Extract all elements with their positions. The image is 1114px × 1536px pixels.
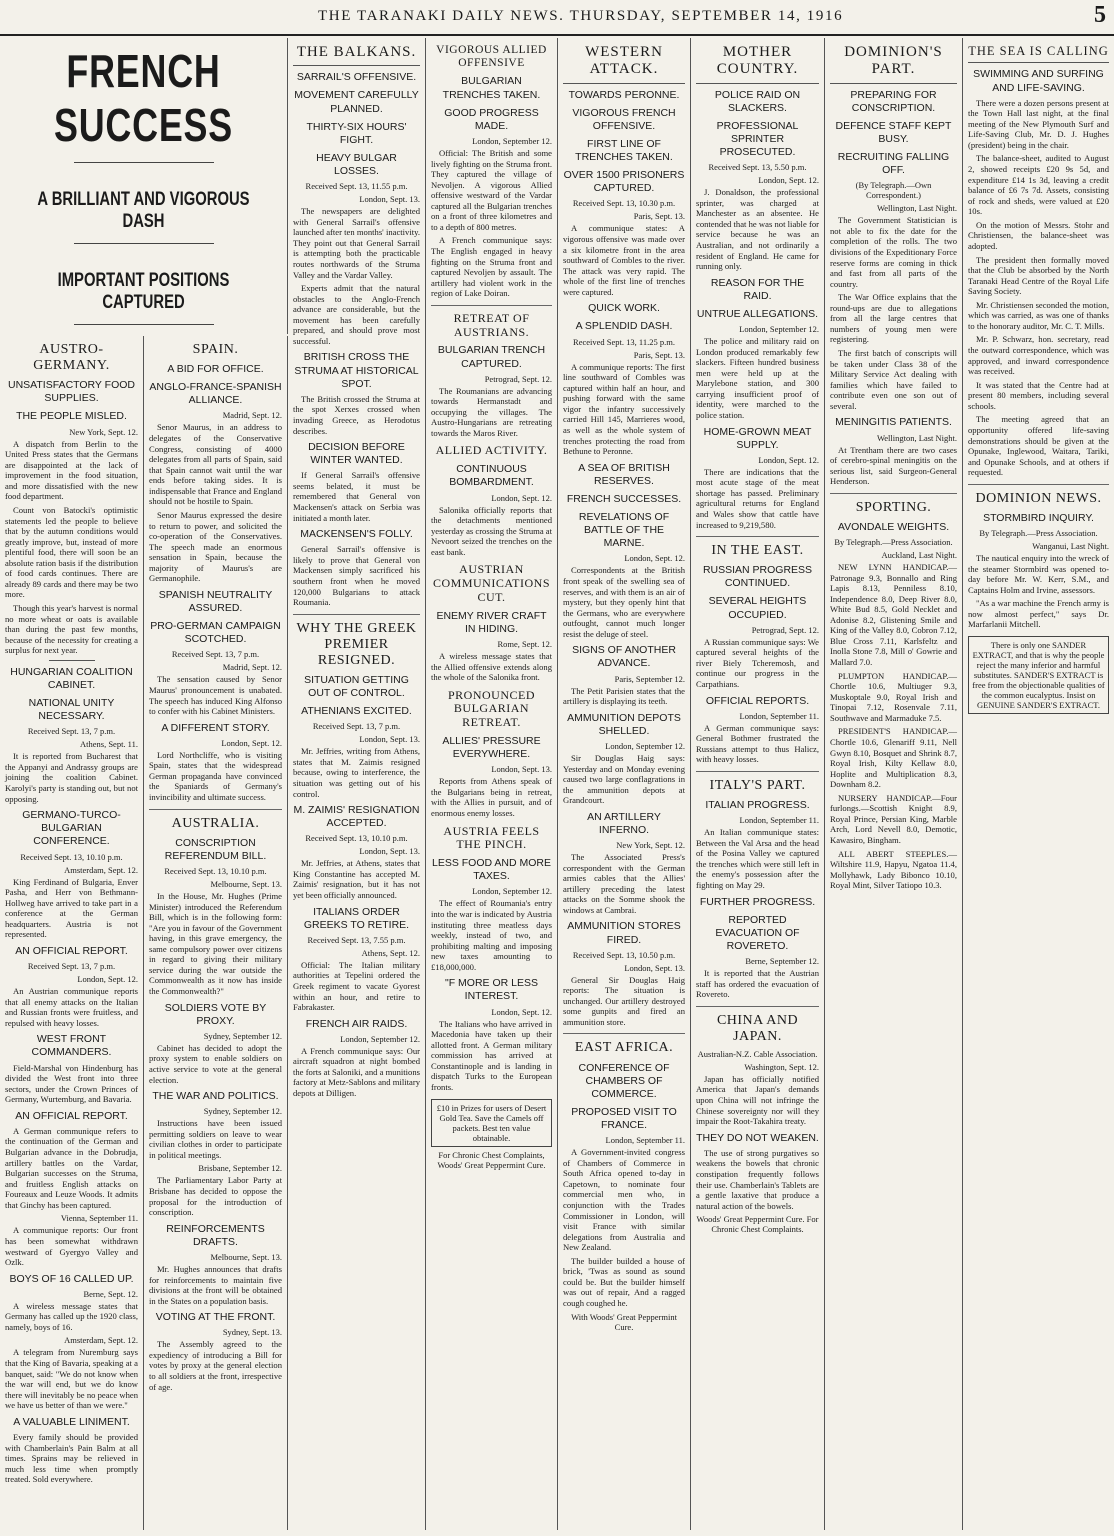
article-paragraph: It is reported that the Austrian staff has ordered the evacuation of Rovereto.: [696, 968, 819, 1000]
article-paragraph: Mr. P. Schwarz, hon. secretary, read the outward correspondence, which was approved, and inward correspondence was received.: [968, 334, 1109, 377]
article-paragraph: Japan has officially notified America that Japan's demands upon China will not infringe the Chinese sovereignty nor will they impair the Root-Takahira treaty.: [696, 1073, 819, 1127]
column-sea-is-calling: [963, 38, 1114, 1530]
article-subheading: THE PEOPLE MISLED.: [16, 410, 127, 423]
article-paragraph: Senor Maurus, in an address to delegates of the Conservative Congress, consisting of 4000 delegates from all parts of Spain, said that Spain cannot wait until the war ends before taking sides. It is indispensable that France and England should not be hostile to Spain.: [149, 422, 282, 507]
column-balkans: [288, 38, 426, 1530]
dateline: London, September 12.: [472, 886, 552, 897]
article-paragraph: The nautical enquiry into the wreck of the steamer Stormbird was opened to-day before Mr. W. Kerr, S.M., and Captains Holm and Irvine, assessors.: [968, 552, 1109, 595]
section-heading: THE SEA IS CALLING: [968, 44, 1109, 63]
article-subheading: RECRUITING FALLING OFF.: [837, 151, 950, 177]
received-line: Received Sept. 13, 7 p.m.: [312, 721, 401, 732]
dateline: Brisbane, September 12.: [198, 1163, 282, 1174]
article-heading: HOME-GROWN MEAT SUPPLY.: [703, 425, 812, 451]
article-paragraph: It is reported from Bucharest that the Appanyi and Andrassy groups are joining the coalition Cabinet. Karolyi's party is standing out, but not opposing.: [5, 751, 138, 804]
article-heading: MACKENSEN'S FOLLY.: [300, 528, 413, 541]
advert-text: For Chronic Chest Complaints, Woods' Great Peppermint Cure.: [437, 1149, 546, 1170]
article-heading: STORMBIRD INQUIRY.: [983, 511, 1094, 524]
lead-deck-2: IMPORTANT POSITIONS CAPTURED: [57, 270, 230, 313]
byline: By Telegraph.—Press Association.: [979, 527, 1098, 538]
dateline: Rome, Sept. 12.: [497, 638, 552, 649]
article-paragraph: Lord Northcliffe, who is visiting Spain, states that the widespread German propaganda have convinced the Spaniards of Germany's invincibility and ultimate success.: [149, 749, 282, 803]
article-heading: REASON FOR THE RAID.: [710, 276, 805, 302]
article-paragraph: At Trentham there are two cases of cerebro-spinal meningitis on the serious list, said Surgeon-General Henderson.: [830, 444, 957, 487]
divider: [696, 771, 819, 772]
article-heading: FURTHER PROGRESS.: [699, 895, 816, 908]
advert-box: There is only one SANDER EXTRACT, and that is why the people reject the many inferior and harmful substitutes. SANDER'S EXTRACT is free from the objectionable qualities of the common eucalyptus. Insist on GENUINE SANDER'S EXTRACT.: [968, 636, 1109, 714]
dateline: Athens, Sept. 12.: [361, 947, 420, 958]
received-line: Received Sept. 13, 10.10 p.m.: [305, 833, 408, 844]
article-heading: A DIFFERENT STORY.: [161, 721, 270, 734]
article-subheading: NATIONAL UNITY NECESSARY.: [28, 697, 115, 723]
masthead: [0, 0, 1114, 36]
divider: [968, 484, 1109, 485]
article-paragraph: There were a dozen persons present at the Town Hall last night, at the final meeting of the New Plymouth Surf and Life-Saving Club, Mr. D. J. Hughes (president) being in the chair.: [968, 97, 1109, 150]
dateline: Washington, Sept. 12.: [744, 1061, 819, 1072]
article-paragraph: Sir Douglas Haig says: Yesterday and on Monday evening caused two large conflagrations in the ammunition depots at Grandcourt.: [563, 752, 685, 806]
article-heading: HUNGARIAN COALITION CABINET.: [10, 665, 133, 691]
article-paragraph: The police and military raid on London produced remarkably few slackers. Fifteen hundred business men were held up at the Marylebone station, and 300 carrying insufficient proof of identity, were marched to the police station.: [696, 336, 819, 420]
article-heading: ITALIAN PROGRESS.: [705, 799, 810, 811]
received-line: Received Sept. 13, 10.30 p.m.: [572, 198, 676, 209]
section-heading: VIGOROUS ALLIED OFFENSIVE: [436, 44, 547, 70]
column-mother-country: [691, 38, 825, 1530]
article-subheading: ATHENIANS EXCITED.: [301, 705, 412, 718]
article-subheading: THIRTY-SIX HOURS' FIGHT.: [306, 120, 407, 146]
article-subheading: BULGARIAN TRENCHES TAKEN.: [442, 75, 541, 101]
divider: [696, 1006, 819, 1007]
divider: [74, 162, 214, 163]
column-dominions-part: [825, 38, 963, 1530]
article-paragraph: A dispatch from Berlin to the United Press states that the Germans are disappointed at the lack of improvement in the food situation, and more dissatisfied with the new food department.: [5, 438, 138, 502]
dateline: London, Sept. 13.: [491, 764, 552, 775]
article-heading: PREPARING FOR CONSCRIPTION.: [850, 88, 937, 114]
article-paragraph: The sensation caused by Senor Maurus' pronouncement is unabated. The speech has induced King Alfonso to confer with his Cabinet Ministers.: [149, 674, 282, 717]
article-heading: AN ARTILLERY INFERNO.: [587, 810, 661, 836]
article-subheading: LESS FOOD AND MORE TAXES.: [431, 857, 552, 883]
article-paragraph: A Government-invited congress of Chambers of Commerce in South Africa opened to-day in Capetown, to nominate four commercial men who, in conjunction with the Trades Commissioner in London, will visit France with similar delegations from Australia and New Zealand.: [563, 1147, 685, 1253]
article-paragraph: General Sir Douglas Haig reports: The situation is unchanged. Our artillery destroyed some gunpits and fired an ammunition store.: [563, 974, 685, 1027]
section-heading: IN THE EAST.: [711, 543, 804, 559]
article-subheading: HEAVY BULGAR LOSSES.: [316, 151, 397, 177]
article-paragraph: A French communique says: Our aircraft squadron at night bombed the forts at Saloniki, and a munitions factory at Metz-Sablons and military depots at Dilligen.: [293, 1045, 420, 1099]
article-paragraph: Correspondents at the British front speak of the swelling sea of reserves, and with them is an air of mystery, but they openly hint that the Germans, who are everywhere outfought, cannot much longer resist the deluge of steel.: [563, 565, 685, 639]
article-paragraph: If General Sarrail's offensive seems belated, it must be remembered that General von Mackensen's attack on Serbia was initiated a month later.: [293, 470, 420, 523]
article-subheading: SEVERAL HEIGHTS OCCUPIED.: [708, 595, 807, 621]
article-heading: BRITISH CROSS THE STRUMA AT HISTORICAL SPOT.: [294, 351, 419, 390]
advert-text: The use of strong purgatives so weakens the bowels that chronic constipation frequently follows their use. Chamberlain's Tablets are a gentle laxative that produce a natural action of the bowels.: [696, 1147, 819, 1211]
dateline: Petrograd, Sept. 12.: [484, 373, 552, 384]
received-line: Received Sept. 13, 5.50 p.m.: [708, 162, 807, 173]
article-heading: "F MORE OR LESS INTEREST.: [445, 977, 538, 1003]
article-paragraph: The Assembly agreed to the expediency of introducing a Bill for votes by proxy at the general election to all soldiers at the front, irrespective of age.: [149, 1339, 282, 1392]
section-heading: AUSTRIA FEELS THE PINCH.: [443, 823, 540, 852]
section-heading: SPORTING.: [855, 499, 932, 515]
section-heading: ITALY'S PART.: [709, 777, 806, 793]
article-paragraph: Cabinet has decided to adopt the proxy system to enable soldiers on active service to vote at the general election.: [149, 1042, 282, 1085]
page-number: 5: [1094, 2, 1106, 28]
article-heading: QUICK WORK.: [588, 302, 660, 315]
article-subheading: CONTINUOUS BOMBARDMENT.: [449, 463, 534, 489]
article-subheading: ANGLO-FRANCE-SPANISH ALLIANCE.: [149, 381, 282, 407]
article-heading: SOLDIERS VOTE BY PROXY.: [164, 1001, 267, 1027]
article-heading: A BID FOR OFFICE.: [167, 363, 264, 376]
advert-text: The builder builded a house of brick, 'Twas as sound as sound could be. But the builder himself was out of repair, And a ragged cough coughed he.: [563, 1255, 685, 1309]
advert-heading: A VALUABLE LINIMENT.: [13, 1415, 130, 1428]
dateline: Paris, Sept. 13.: [633, 349, 685, 360]
received-line: Received Sept. 13, 11.25 p.m.: [573, 336, 675, 347]
article-paragraph: On the motion of Messrs. Stohr and Christiensen, the balance-sheet was adopted.: [968, 219, 1109, 251]
article-heading: A SEA OF BRITISH RESERVES.: [578, 461, 670, 487]
article-paragraph: Field-Marshal von Hindenburg has divided the West front into three sectors, under the Crown Princes of Germany, Wurtemburg, and Bavaria.: [5, 1062, 138, 1105]
section-heading: AUSTRIAN COMMUNICATIONS CUT.: [432, 562, 550, 604]
received-line: Received Sept. 13, 10.50 p.m.: [572, 949, 676, 960]
section-heading: PRONOUNCED BULGARIAN RETREAT.: [447, 687, 535, 730]
article-heading: UNSATISFACTORY FOOD SUPPLIES.: [8, 379, 135, 405]
newspaper-title: THE TARANAKI DAILY NEWS. THURSDAY, SEPTEMBER 14, 1916: [318, 8, 844, 24]
dateline: Paris, September 12.: [614, 673, 685, 684]
article-paragraph: An Austrian communique reports that all enemy attacks on the Italian and Russian fronts were fruitless, and repulsed with heavy losses.: [5, 986, 138, 1028]
article-heading: AN OFFICIAL REPORT.: [15, 1109, 128, 1122]
article-paragraph: The first batch of conscripts will be taken under Class 38 of the Military Service Act dealing with families which have failed to contribute even one son out of several.: [830, 348, 957, 411]
article-heading: FRENCH AIR RAIDS.: [305, 1017, 408, 1030]
article-paragraph: A French communique says: The English engaged in heavy fighting on the Struma front and captured Nevoljen by assault. The artillery had violent work in the region of Lake Doiran.: [431, 235, 552, 299]
article-paragraph: Instructions have been issued permitting soldiers on leave to wear civilian clothes in order to participate in political meetings.: [149, 1118, 282, 1160]
dateline: Wanganui, Last Night.: [1032, 540, 1109, 551]
article-paragraph: The meeting agreed that an opportunity offered life-saving demonstrations should be given at the Opunake, Inglewood, Waitara, Tariki, and Opunake Schools, and at others if requested.: [968, 414, 1109, 478]
dateline: Paris, Sept. 13.: [633, 211, 685, 222]
article-paragraph: An Italian communique states: Between the Val Arsa and the head of the Posina Valley we captured the trenches which were still left in the enemy's possession after the fighting on May 29.: [696, 827, 819, 890]
section-heading: DOMINION'S PART.: [830, 44, 957, 84]
article-paragraph: Though this year's harvest is normal no more wheat or oats is available than during the past few months, because of the necessity for creating a surplus for next year.: [5, 603, 138, 656]
article-paragraph: A telegram from Nuremburg says that the King of Bavaria, speaking at a banquet, said: "We do not know when the war will end, but we do know there will inevitably be no peace when we have us better of than we were.": [5, 1347, 138, 1411]
article-paragraph: A German communique says: General Bothmer frustrated the Russians attempt to thus Halicz, with heavy losses.: [696, 722, 819, 765]
article-heading: AMMUNITION STORES FIRED.: [567, 920, 681, 946]
article-paragraph: A communique states: A vigorous offensive was made over a six kilometre front in the area southward of Combles to the river. The attack was very rapid. The whole of the first line of trenches were captured.: [563, 223, 685, 297]
section-heading: AUSTRALIA.: [171, 815, 260, 831]
received-line: Received Sept. 13, 7.55 p.m.: [307, 934, 406, 945]
section-heading: ALLIED ACTIVITY.: [435, 443, 548, 458]
article-paragraph: A German communique refers to the continuation of the German and Bulgarian advance in the Dobrudja, artillery battles on the Vardar, Bulgarian successes on the Struma, and fruitless English attacks on Foureaux and Leuze Woods. It admits that Ginchy has been captured.: [5, 1125, 138, 1210]
article-heading: CONFERENCE OF CHAMBERS OF COMMERCE.: [578, 1061, 670, 1100]
dateline: Wellington, Last Night.: [876, 432, 957, 443]
dateline: Berne, September 12.: [745, 956, 819, 966]
dateline: Berne, Sept. 12.: [83, 1288, 138, 1299]
article-subheading: DEFENCE STAFF KEPT BUSY.: [835, 119, 952, 145]
article-subheading: PROPOSED VISIT TO FRANCE.: [571, 1105, 677, 1132]
dateline: Sydney, Sept. 13.: [222, 1327, 282, 1338]
article-heading: CONSCRIPTION REFERENDUM BILL.: [164, 836, 267, 862]
dateline: London, September 12.: [739, 324, 819, 334]
article-subheading: VIGOROUS FRENCH OFFENSIVE.: [572, 106, 676, 132]
article-subheading: FRENCH SUCCESSES.: [566, 492, 682, 505]
section-heading: SPAIN.: [192, 342, 239, 357]
article-heading: SPANISH NEUTRALITY ASSURED.: [158, 588, 273, 615]
section-heading: THE BALKANS.: [293, 44, 420, 66]
column-spain-australia: [144, 336, 288, 1530]
article-subheading: GOOD PROGRESS MADE.: [444, 106, 539, 132]
article-paragraph: Mr. Christiensen seconded the motion, which was carried, as was one of thanks to the honorary auditor, Mr. C. T. Mills.: [968, 299, 1109, 331]
article-paragraph: Official: The Italian military authorities at Tepelini ordered the Greek regiment to vacate Gyorest within an hour, and retire to Fabrakaster.: [293, 959, 420, 1013]
dateline: London, September 12.: [605, 740, 685, 751]
received-line: Received Sept. 13, 10.10 p.m.: [20, 851, 123, 862]
received-line: Received Sept. 13, 11.55 p.m.: [305, 181, 408, 192]
article-heading: BOYS OF 16 CALLED UP.: [9, 1272, 134, 1285]
article-paragraph: Mr. Hughes announces that drafts for reinforcements to maintain five divisions at the front will be obtained in the States on a population basis.: [149, 1263, 282, 1306]
cable-credit: Australian-N.Z. Cable Association.: [697, 1048, 818, 1059]
advert-text: Every family should be provided with Chamberlain's Pain Balm at all times. Sprains may be relieved in much less time when promptly treated. Sold everywhere.: [5, 1431, 138, 1485]
column-allied-offensive: [426, 38, 558, 1530]
dateline: London, Sept. 13.: [359, 846, 420, 857]
advert-text: With Woods' Great Peppermint Cure.: [571, 1311, 677, 1332]
article-paragraph: A communique reports: The first line southward of Combles was captured within half an hour, and pushing forward with the same vigor the infantry successively carried Hill 145, Marrieres wood, as well as the whole system of trenches protecting the road from Bethune to Peronne.: [563, 361, 685, 457]
article-subheading: SITUATION GETTING OUT OF CONTROL.: [304, 673, 409, 700]
article-paragraph: NURSERY HANDICAP.—Four furlongs.—Scottish Knight 8.9, Royal Prince, Persian King, Marble Arch, Lord Nevell 8.0, Demotic, Kawasiro, Bingham.: [830, 792, 957, 846]
article-paragraph: ALL ABERT STEEPLES.—Wiltshire 11.9, Hapyu, Ngatoa 11.4, Mollyhawk, Lady Bibonco 10.10, Royal Mint, Silver Tatiopo 10.3.: [830, 848, 957, 891]
dateline: Wellington, Last Night.: [876, 203, 957, 214]
article-paragraph: The Roumanians are advancing towards Hermanstadt and occupying the villages. The Austro-Hungarians are retreating towards the Maros River.: [431, 385, 552, 438]
dateline: London, September 11.: [605, 1135, 685, 1146]
divider: [149, 809, 282, 810]
article-heading: RUSSIAN PROGRESS CONTINUED.: [702, 564, 813, 590]
advert-heading: THEY DO NOT WEAKEN.: [696, 1131, 819, 1144]
dateline: London, September 12.: [340, 1033, 420, 1044]
dateline: London, Sept. 12.: [758, 175, 819, 186]
dateline: London, September 11.: [739, 815, 819, 826]
divider: [49, 660, 95, 661]
article-heading: SARRAIL'S OFFENSIVE.: [296, 71, 417, 84]
article-subheading: BULGARIAN TRENCH CAPTURED.: [437, 344, 546, 370]
section-heading: WESTERN ATTACK.: [563, 44, 685, 84]
article-heading: AN OFFICIAL REPORT.: [15, 944, 128, 957]
divider: [563, 1033, 685, 1034]
advert-box: £10 in Prizes for users of Desert Gold Tea. Save the Camels off packets. Best ten value obtainable.: [431, 1099, 552, 1147]
section-heading: RETREAT OF AUSTRIANS.: [453, 310, 530, 339]
divider: [696, 536, 819, 537]
advert-text: Woods' Great Peppermint Cure. For Chronic Chest Complaints.: [696, 1214, 819, 1235]
dateline: London, Sept. 12.: [624, 553, 685, 564]
section-heading: AUSTRO-GERMANY.: [33, 342, 110, 374]
article-heading: AMMUNITION DEPOTS SHELLED.: [567, 711, 681, 737]
article-paragraph: "As a war machine the French army is now almost perfect," says Dr. Marfarlanii Mitchell.: [968, 598, 1109, 630]
article-paragraph: Reports from Athens speak of the Bulgarians being in retreat, with the Allies in pursuit, and of enormous enemy losses.: [431, 776, 552, 818]
article-heading: WEST FRONT COMMANDERS.: [31, 1033, 112, 1059]
article-heading: REINFORCEMENTS DRAFTS.: [166, 1222, 265, 1248]
article-paragraph: A communique reports: Our front has been somewhat withdrawn westward of Gyergyo Valley and Ozlk.: [5, 1225, 138, 1268]
article-paragraph: The British crossed the Struma at the spot Xerxes crossed when invading Greece, as Herodotus describes.: [293, 393, 420, 436]
article-paragraph: The Italians who have arrived in Macedonia have taken up their allotted front. A German military commission has arrived at Constantinople and is landing in dispatch Turks to the European fronts.: [431, 1018, 552, 1092]
article-subheading: MOVEMENT CAREFULLY PLANNED.: [294, 89, 419, 115]
section-heading: DOMINION NEWS.: [975, 490, 1102, 506]
article-subheading: A SPLENDID DASH.: [575, 320, 673, 333]
dateline: Amsterdam, Sept. 12.: [64, 864, 138, 875]
dateline: Auckland, Last Night.: [881, 549, 957, 560]
article-paragraph: The War Office explains that the round-ups are due to allegations from all the large centres that numbers of young men were registering.: [830, 292, 957, 345]
article-subheading: PRO-GERMAN CAMPAIGN SCOTCHED.: [150, 620, 281, 646]
dateline: Vienna, September 11.: [60, 1213, 138, 1224]
dateline: London, Sept. 12.: [77, 974, 138, 984]
dateline: London, Sept. 12.: [758, 454, 819, 465]
article-heading: OFFICIAL REPORTS.: [705, 694, 810, 707]
byline: By Telegraph.—Press Association.: [834, 536, 953, 547]
article-heading: THE WAR AND POLITICS.: [152, 1090, 279, 1103]
article-heading: SIGNS OF ANOTHER ADVANCE.: [572, 644, 676, 670]
dateline: London, Sept. 12.: [491, 492, 552, 503]
dateline: New York, Sept. 12.: [616, 840, 685, 850]
section-heading: CHINA AND JAPAN.: [716, 1012, 799, 1044]
dateline: London, Sept. 13.: [359, 734, 420, 745]
article-subheading: ENEMY RIVER CRAFT IN HIDING.: [436, 609, 547, 635]
article-paragraph: The Parliamentary Labor Party at Brisbane has decided to oppose the proposal for the introduction of conscription.: [149, 1175, 282, 1218]
article-paragraph: Salonika officially reports that the detachments mentioned yesterday as crossing the Struma at Nevoort seized the trenches on the east bank.: [431, 504, 552, 557]
article-heading: VOTING AT THE FRONT.: [155, 1311, 276, 1324]
divider: [830, 493, 957, 494]
divider: [74, 324, 214, 325]
dateline: London, Sept. 12.: [221, 737, 282, 748]
section-heading: EAST AFRICA.: [574, 1040, 674, 1056]
column-western-attack: [558, 38, 691, 1530]
dateline: Madrid, Sept. 12.: [222, 662, 282, 673]
article-heading: GERMANO-TURCO-BULGARIAN CONFERENCE.: [22, 809, 121, 848]
article-paragraph: A Russian communique says: We captured several heights of the river Biely Tcheremosh, and continue our progress in the Carpathians.: [696, 636, 819, 689]
article-subheading: OVER 1500 PRISONERS CAPTURED.: [563, 169, 685, 195]
dateline: London, Sept. 12.: [491, 1006, 552, 1017]
divider: [74, 243, 214, 244]
article-paragraph: Mr. Jeffries, at Athens, states that King Constantine has accepted M. Zaimis' resignation, but it has not yet been officially announced.: [293, 858, 420, 901]
article-paragraph: In the House, Mr. Hughes (Prime Minister) introduced the Referendum Bill, which is in the following form: "Are you in favour of the Government having, in this grave emergency, the same compulsory power over citizens in regard to giving their military service during the war outside the Commonwealth as it now has inside the Commonwealth?": [149, 890, 282, 996]
dateline: Athens, Sept. 11.: [79, 739, 138, 750]
article-paragraph: King Ferdinand of Bulgaria, Enver Pasha, and Herr von Bethmann-Hollweg have arrived to take part in a conference at the German headquarters. Austria is not represented.: [5, 876, 138, 940]
dateline: Melbourne, Sept. 13.: [210, 878, 282, 889]
article-paragraph: A wireless message states that Germany has called up the 1920 class, namely, boys of 16.: [5, 1300, 138, 1332]
received-line: Received Sept. 13, 7 p.m.: [27, 726, 116, 737]
article-paragraph: Count von Batocki's optimistic statements led the people to believe that by the autumn conditions would greatly improve, but, instead of more plentiful food, there will soon be an absolute ration basis if the distribution of food cards continues. There are already 89 cards and there may be two more.: [5, 504, 138, 600]
dateline: London, September 11.: [739, 710, 819, 721]
article-paragraph: Mr. Jeffries, writing from Athens, states that M. Zaimis resigned because, owing to interference, the situation was getting out of his control.: [293, 746, 420, 799]
lead-headline: FRENCH SUCCESS: [54, 45, 233, 151]
dateline: Sydney, September 12.: [203, 1030, 282, 1041]
article-subheading: REVELATIONS OF BATTLE OF THE MARNE.: [578, 511, 670, 550]
dateline: London, Sept. 13.: [624, 962, 685, 973]
article-paragraph: The balance-sheet, audited to August 2, showed receipts £20 9s 5d, and expenditure £14 1s 3d, leaving a credit balance of £6 7s 7d. Assets, consisting of rock and sheds, were valued at £20 10s.: [968, 153, 1109, 217]
dateline: London, September 12.: [472, 135, 552, 146]
lead-deck-1: A BRILLIANT AND VIGOROUS DASH: [37, 189, 250, 232]
lead-headline-block: [0, 38, 288, 334]
article-paragraph: Senor Maurus expressed the desire to return to power, and solicited the co-operation of the Conservatives. The speech made an enormous sensation in Spain, because the majority of Maurus's are Germanophile.: [149, 509, 282, 584]
article-paragraph: Experts admit that the natural obstacles to the Anglo-French advance are considerable, but the movement has been carefully prepared, and should prove most successful.: [293, 283, 420, 346]
article-heading: DECISION BEFORE WINTER WANTED.: [308, 441, 405, 467]
byline: (By Telegraph.—Own Correspondent.): [855, 180, 932, 201]
article-paragraph: General Sarrail's offensive is likely to prove that General von Mackensen simply sacrificed his southern front when he moved 120,000 Bulgarians to attack Roumania.: [293, 544, 420, 608]
article-heading: MENINGITIS PATIENTS.: [835, 416, 952, 429]
dateline: Madrid, Sept. 12.: [222, 410, 282, 421]
article-paragraph: J. Donaldson, the professional sprinter, was charged at Manchester as an absentee. He contended that he was not liable for service because he was an Australian, and not ordinarily a resident of England. He came for running only.: [696, 187, 819, 272]
divider: [431, 305, 552, 306]
article-paragraph: The president then formally moved that the Club be absorbed by the North Taranaki Head Centre of the Royal Life Saving Society.: [968, 254, 1109, 297]
article-subheading: FIRST LINE OF TRENCHES TAKEN.: [575, 137, 673, 163]
article-paragraph: PRESIDENT'S HANDICAP.—Chortle 10.6, Glenariff 9.11, Nell Gwyn 8.10, Bosquet and Shrink 8.7, Royal Irish, Kilty Kellaw 8.0, Hoplite and Multiplication 8.3, Downham 8.2.: [830, 726, 957, 790]
article-heading: ITALIANS ORDER GREEKS TO RETIRE.: [303, 905, 410, 931]
article-heading: POLICE RAID ON SLACKERS.: [714, 88, 801, 114]
dateline: Sydney, September 12.: [203, 1106, 282, 1117]
dateline: Petrograd, Sept. 12.: [751, 624, 819, 635]
article-subheading: SWIMMING AND SURFING AND LIFE-SAVING.: [973, 68, 1104, 94]
article-heading: TOWARDS PERONNE.: [568, 88, 680, 101]
article-paragraph: The effect of Roumania's entry into the war is indicated by Austria instituting three meatless days weekly, instead of two, and prohibiting malting and imposing new taxes amounting to £18,000,000.: [431, 898, 552, 972]
article-paragraph: It was stated that the Centre had at present 80 members, including several schools.: [968, 379, 1109, 411]
article-heading: M. ZAIMIS' RESIGNATION ACCEPTED.: [293, 804, 420, 830]
column-austro-germany: [0, 336, 144, 1530]
received-line: Received Sept. 13, 10.10 p.m.: [164, 865, 267, 876]
article-subheading: ALLIES' PRESSURE EVERYWHERE.: [442, 735, 541, 761]
article-heading: AVONDALE WEIGHTS.: [837, 520, 950, 533]
received-line: Received Sept. 13, 7 p.m.: [171, 649, 260, 660]
article-paragraph: The Government Statistician is not able to fix the date for the completion of the rolls. The two divisions of the Expeditionary Force reserve forms are coming in thick and fast from all parts of the country.: [830, 215, 957, 289]
article-paragraph: The Petit Parisien states that the artillery is displaying its teeth.: [563, 685, 685, 707]
article-paragraph: PLUMPTON HANDICAP.—Chortle 10.6, Multiuger 9.3, Muskoptale 9.0, Royal Irish and Tinopai 7.12, Rosenvale 7.11, Southwave and Marmaduke 7.5.: [830, 670, 957, 723]
received-line: Received Sept. 13, 7 p.m.: [27, 961, 116, 971]
article-paragraph: There are indications that the most acute stage of the meat shortage has passed. Preliminary agricultural returns for England and Wales show that cattle have increased to 9,219,580.: [696, 466, 819, 530]
dateline: Melbourne, Sept. 13.: [210, 1251, 282, 1262]
dateline: London, Sept. 13.: [359, 194, 420, 205]
article-paragraph: Official: The British and some lively fighting on the Struma front. They captured the village of Nevoljen. A vigorous Allied offensive westward of the Vardar captured all the Bulgarian trenches on a front of three kilometres and to a depth of 800 metres.: [431, 147, 552, 232]
article-subheading: PROFESSIONAL SPRINTER PROSECUTED.: [716, 119, 799, 158]
article-heading: REPORTED EVACUATION OF ROVERETO.: [715, 913, 800, 952]
article-paragraph: A wireless message states that the Allied offensive extends along the whole of the Salonika front.: [431, 650, 552, 683]
article-subheading: UNTRUE ALLEGATIONS.: [696, 307, 819, 320]
section-heading: WHY THE GREEK PREMIER RESIGNED.: [296, 620, 417, 668]
dateline: New York, Sept. 12.: [69, 426, 138, 437]
article-paragraph: The Associated Press's correspondent with the German armies cables that the Allies' artillery preceding the latest attacks on the Somme shook the windows at Cambrai.: [563, 852, 685, 915]
divider: [293, 614, 420, 615]
article-paragraph: The newspapers are delighted with General Sarrail's offensive launched after ten months' inactivity. They point out that General Sarrail is attempting both the practicable routes northwards of the Struma Valley and the Vardar Valley.: [293, 206, 420, 280]
dateline: Amsterdam, Sept. 12.: [64, 1335, 138, 1346]
section-heading: MOTHER COUNTRY.: [696, 44, 819, 84]
article-paragraph: NEW LYNN HANDICAP.—Patronage 9.3, Bonnallo and Ring Lapis 8.13, Penniless 8.10, Independence 8.0, Deep River 8.0, White Bud 8.5, Gold Necklet and Adonise 8.2, Glistening Smile and King of the Valley 8.0, Cobron 7.12, Blue Cross 7.11, Karlsfeltz and Inolla Stone 7.8, Mill o' Gowrie and Mallard 7.0.: [830, 561, 957, 668]
